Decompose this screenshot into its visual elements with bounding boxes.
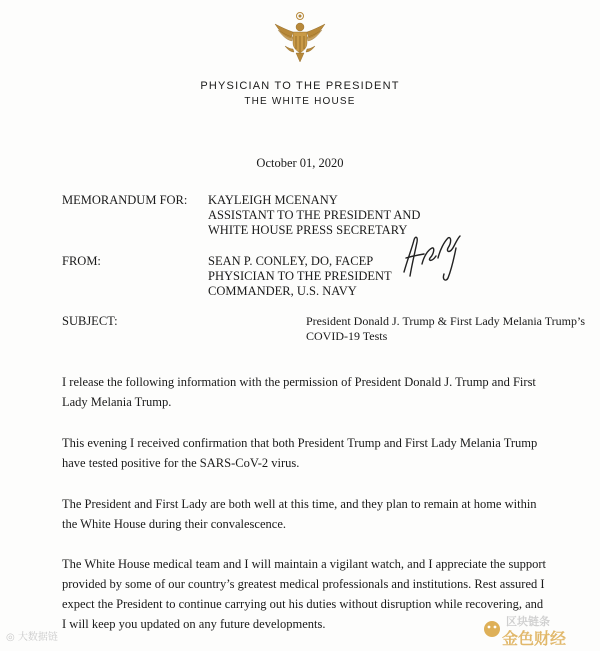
watermark-left-text: 大数据链: [17, 632, 58, 643]
body-line: I will keep you updated on any future developments.: [62, 617, 326, 631]
body-line: I release the following information with the permission of President Donald J. Trump and First: [62, 375, 536, 389]
body-paragraph-2: [62, 433, 562, 473]
memo-from-label: FROM:: [62, 254, 101, 268]
body-line: Lady Melania Trump.: [62, 395, 172, 409]
body-line: have tested positive for the SARS-CoV-2 virus.: [62, 456, 300, 470]
letterhead-title: PHYSICIAN TO THE PRESIDENT: [200, 80, 400, 92]
wechat-logo-icon: [484, 621, 500, 637]
watermark-right: [482, 610, 597, 648]
memo-for-line: KAYLEIGH MCENANY: [208, 193, 338, 207]
body-paragraph-1: [62, 372, 562, 412]
memo-subject-line: COVID-19 Tests: [306, 329, 388, 343]
memo-for-label: MEMORANDUM FOR:: [62, 193, 188, 207]
memo-for-line: WHITE HOUSE PRESS SECRETARY: [208, 223, 408, 237]
body-line: The President and First Lady are both well at this time, and they plan to remain at home within: [62, 497, 537, 511]
handwritten-signature: [398, 228, 468, 284]
memo-from-line: PHYSICIAN TO THE PRESIDENT: [208, 269, 392, 283]
memo-from-line: COMMANDER, U.S. NAVY: [208, 284, 357, 298]
watermark-right-bottom-text: 金色财经: [502, 629, 567, 648]
memo-subject: [306, 314, 585, 344]
memo-from-line: SEAN P. CONLEY, DO, FACEP: [208, 254, 374, 268]
body-paragraph-3: [62, 494, 562, 534]
watermark-right-top-text: 区块链条: [506, 615, 550, 628]
memo-from-sender: [208, 254, 392, 299]
body-line: This evening I received confirmation that both President Trump and First Lady Melania Trump: [62, 436, 538, 450]
memo-for-recipient: [208, 193, 420, 238]
body-line: expect the President to continue carrying out his duties without disruption while recovering, and: [62, 597, 544, 611]
weibo-icon: ◎: [6, 632, 15, 643]
memo-subject-label: SUBJECT:: [62, 314, 118, 328]
eagle-seal-icon: [269, 10, 331, 66]
body-line: provided by some of our country’s greatest medical professionals and institutions. Rest assured I: [62, 577, 545, 591]
watermark-left: [6, 628, 58, 643]
body-line: the White House during their convalescence.: [62, 517, 286, 531]
memo-for-line: ASSISTANT TO THE PRESIDENT AND: [208, 208, 421, 222]
memo-subject-line: President Donald J. Trump & First Lady Melania Trump’s: [306, 314, 586, 328]
body-line: The White House medical team and I will maintain a vigilant watch, and I appreciate the support: [62, 557, 546, 571]
letterhead-subtitle: THE WHITE HOUSE: [244, 96, 356, 107]
memo-date: October 01, 2020: [256, 156, 344, 170]
